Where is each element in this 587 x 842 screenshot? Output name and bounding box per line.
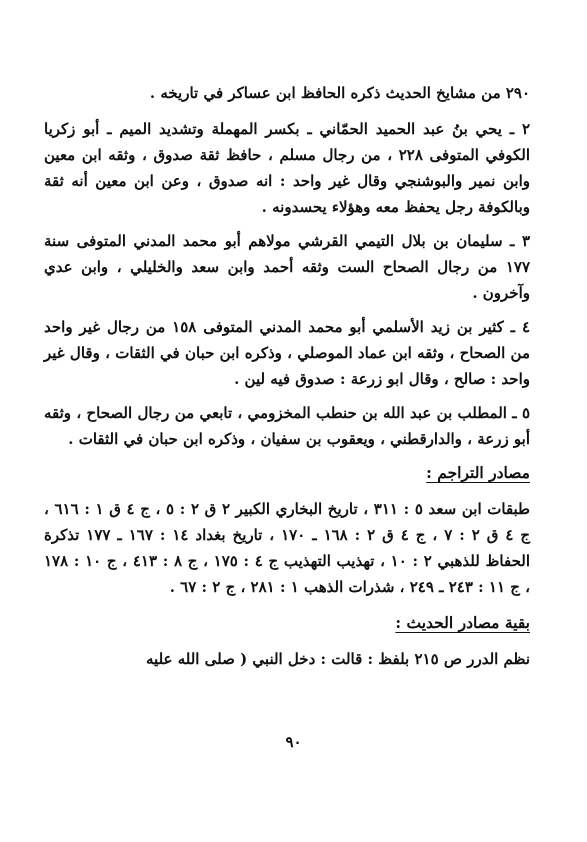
paragraph-intro: ٢٩٠ من مشايخ الحديث ذكره الحافظ ابن عساكر في تاريخه .: [149, 84, 530, 102]
paragraph-narrator-3: ٣ ـ سليمان بن بلال التيمي القرشي مولاهم أبو محمد المدني المتوفى سنة ١٧٧ من رجال الصحاح الست وثقه أحمد وابن سعد والخليلي ، وابن عدي وآخرون .: [44, 232, 530, 302]
sources-heading: مصادر التراجم :: [426, 463, 530, 482]
paragraph-narrator-2: ٢ ـ يحي بنُ عبد الحميد الحمّاني ـ بكسر المهملة وتشديد الميم ـ أبو زكريا الكوفي المتوفى ٢٢٨ ، من رجال مسلم ، حافظ ثقة صدوق ، وثقه ابن معين وابن نمير والبوشنجي وقال غير واحد : انه صدوق ، وعن ابن معين أنه ثقة وبالكوفة رجل يحفظ معه وهؤلاء يحسدونه .: [44, 120, 530, 216]
paragraph-narrator-4: ٤ ـ كثير بن زيد الأسلمي أبو محمد المدني المتوفى ١٥٨ من رجال غير واحد من الصحاح ، وثقه ابن عماد الموصلي ، وذكره ابن حبان في الثقات ، وقال غير واحد : صالح ، وقال ابو زرعة : صدوق فيه لين .: [44, 318, 531, 388]
remaining-sources-text: نظم الدرر ص ٢١٥ بلفظ : قالت : دخل النبي ( صلى الله عليه: [146, 650, 530, 668]
paragraph-narrator-5: ٥ ـ المطلب بن عبد الله بن حنطب المخزومي ، تابعي من رجال الصحاح ، وثقه أبو زرعة ، والدارقطني ، ويعقوب بن سفيان ، وذكره ابن حبان في الثقات .: [44, 404, 530, 448]
sources-list: طبقات ابن سعد ٥ : ٣١١ ، تاريخ البخاري الكبير ٢ ق ٢ : ٥ ، ج ٤ ق ١ : ٦١٦ ، ج ٤ ق ٢ : ٧ ، ج ٤ ق ٢ : ١٦٨ ـ ١٧٠ ، تاريخ بغداد ١٤ : ١٦٧ ـ ١٧٧ تذكرة الحفاظ للذهبي ٢ : ١٠ ، تهذيب التهذيب ج ٤ : ١٧٥ ، ج ٨ : ٤١٣ ، ج ١٠ : ١٧٨ ، ج ١١ : ٢٤٣ ـ ٢٤٩ ، شذرات الذهب ١ : ٢٨١ ، ج ٢ : ٦٧ .: [44, 500, 531, 596]
remaining-sources-heading: بقية مصادر الحديث :: [395, 613, 530, 632]
body-text: [44, 80, 530, 680]
page-number: ٩٠: [285, 733, 302, 751]
